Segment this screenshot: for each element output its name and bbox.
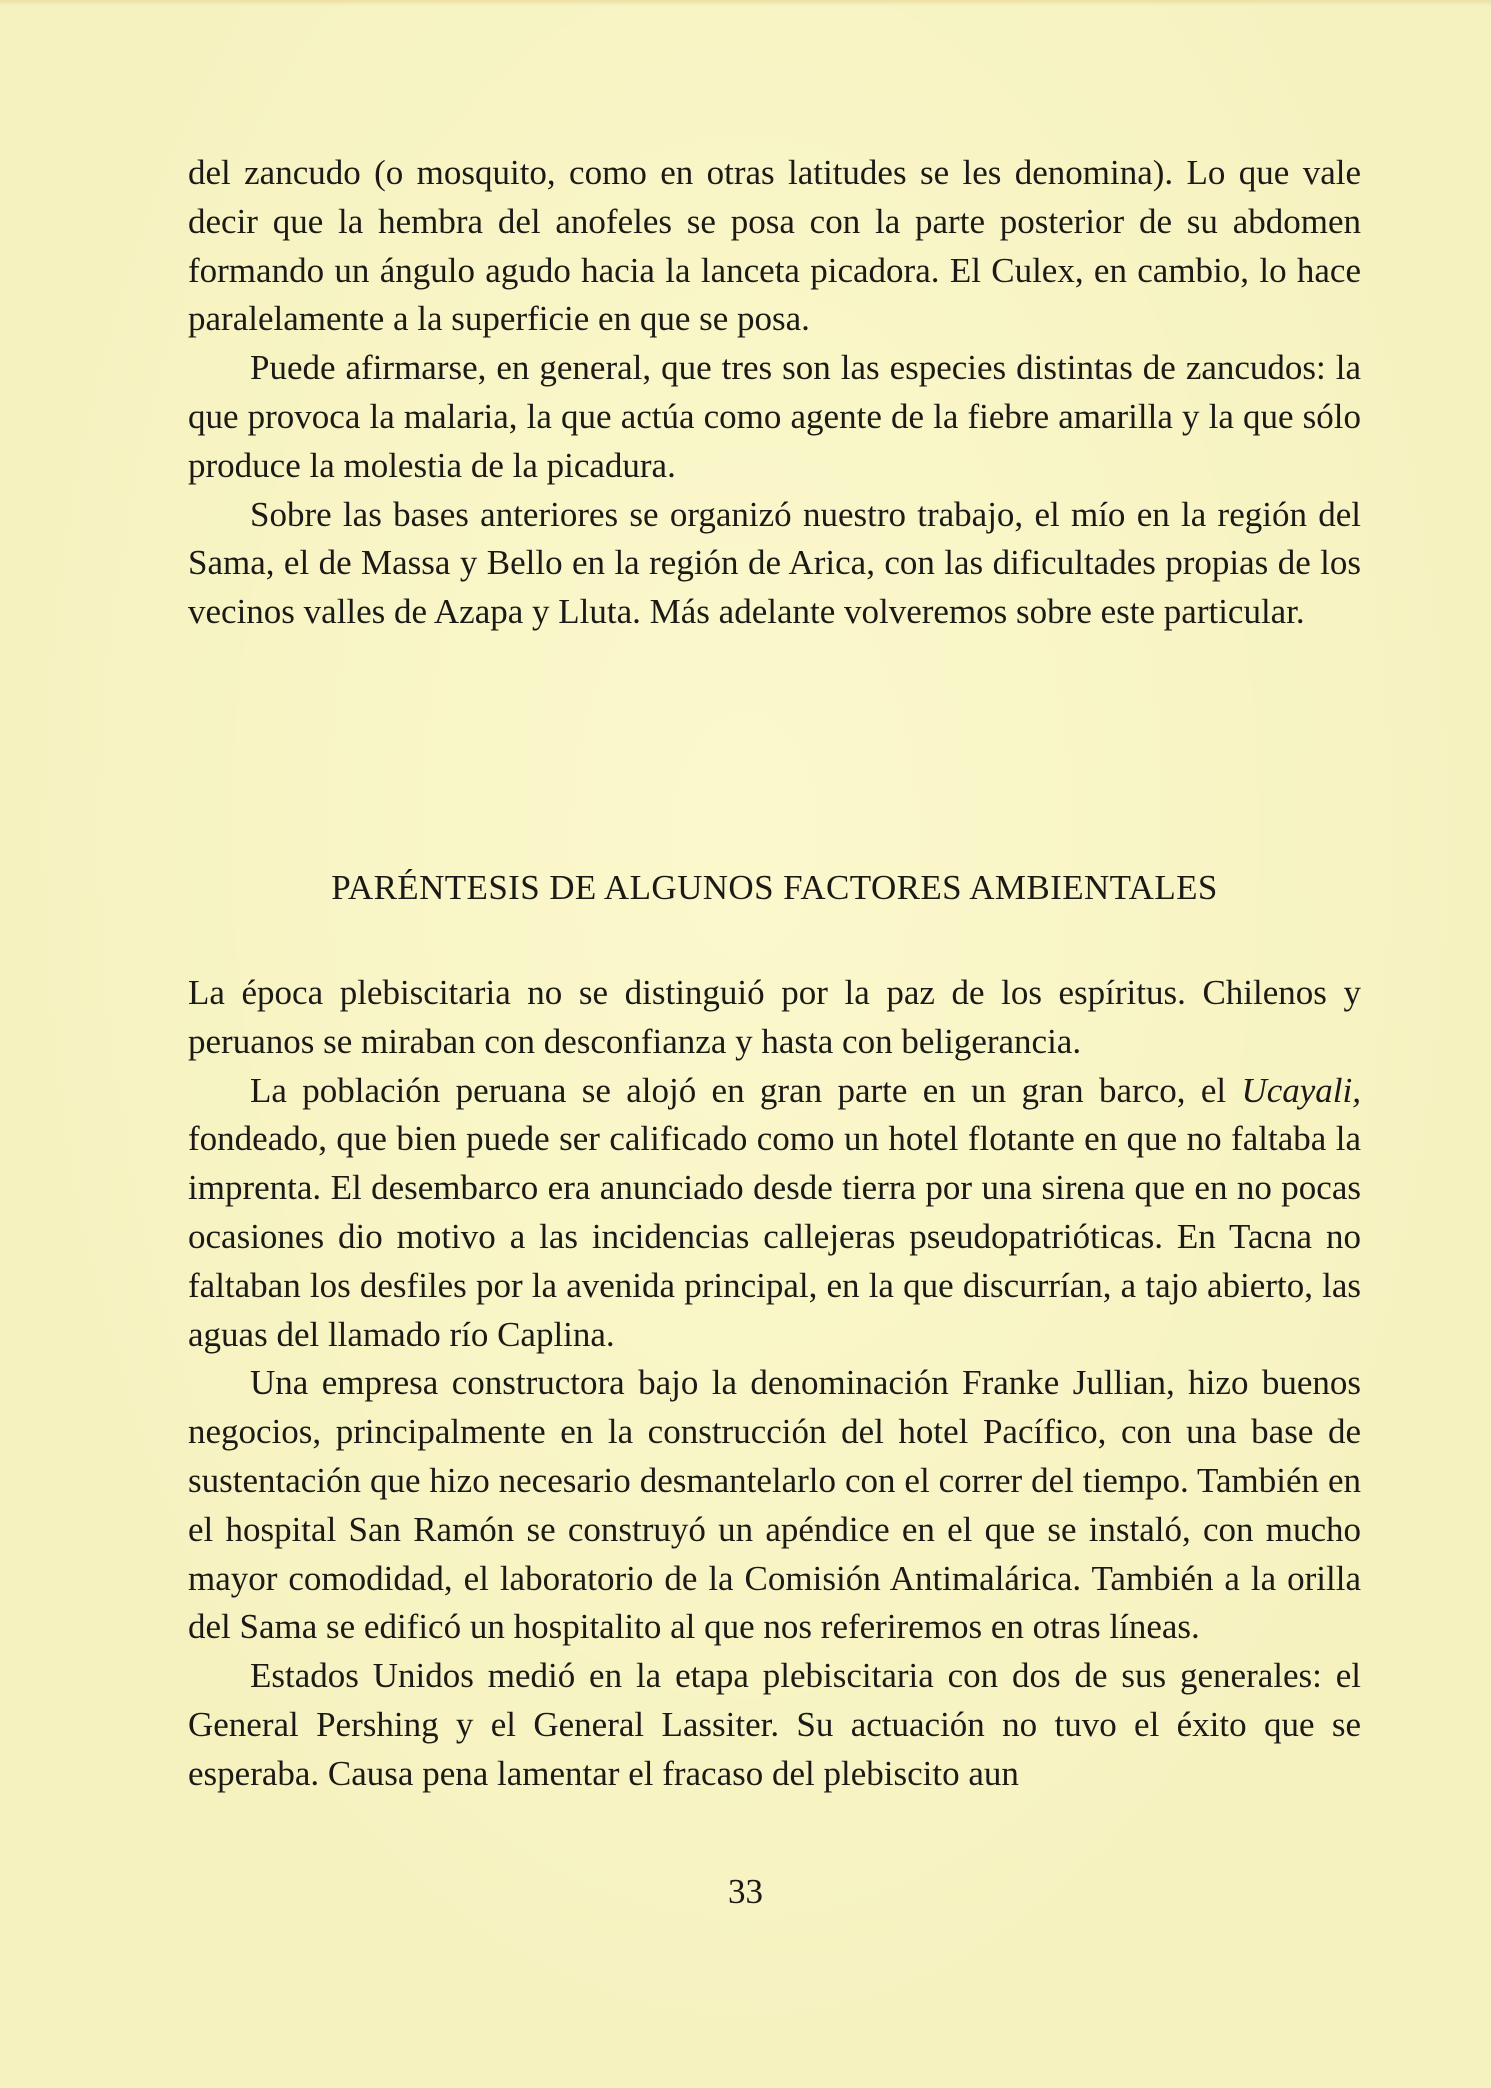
text-section-1 [188, 149, 1361, 637]
paragraph: del zancudo (o mosquito, como en otras latitudes se les denomina). Lo que vale decir que la hembra del anofeles se posa con la parte posterior de su abdomen formando un ángulo agudo hacia la lanceta picadora. El Culex, en cambio, lo hace paralelamente a la superficie en que se posa. [188, 153, 1361, 339]
paragraph-text: La población peruana se alojó en gran parte en un gran barco, el [250, 1070, 1242, 1110]
paragraph-text: fondeado, que bien puede ser calificado como un hotel flotante en que no faltaba la imprenta. El desembarco era anunciado desde tierra por una sirena que en no pocas ocasiones dio motivo a las incidencias callejeras pseudopatrióticas. En Tacna no faltaban los desfiles por la avenida principal, en la que discurrían, a tajo abierto, las aguas del llamado río Caplina. [188, 1119, 1361, 1354]
ship-name: Ucayali, [1241, 1070, 1361, 1110]
paragraph [188, 1067, 1361, 1360]
page-edge [0, 0, 1491, 6]
paragraph: Estados Unidos medió en la etapa plebiscitaria con dos de sus generales: el General Pershing y el General Lassiter. Su actuación no tuvo el éxito que se esperaba. Causa pena lamentar el fracaso del plebiscito aun [188, 1656, 1361, 1793]
section-heading: PARÉNTESIS DE ALGUNOS FACTORES AMBIENTALES [331, 868, 1218, 907]
paragraph: Puede afirmarse, en general, que tres son las especies distintas de zancudos: la que provoca la malaria, la que actúa como agente de la fiebre amarilla y la que sólo produce la molestia de la picadura. [188, 348, 1361, 485]
text-section-2 [188, 969, 1361, 1799]
page-number: 33 [728, 1872, 763, 1911]
paragraph: Sobre las bases anteriores se organizó nuestro trabajo, el mío en la región del Sama, el de Massa y Bello en la región de Arica, con las dificultades propias de los vecinos valles de Azapa y Lluta. Más adelante volveremos sobre este particular. [188, 494, 1361, 632]
paragraph: Una empresa constructora bajo la denominación Franke Jullian, hizo buenos negocios, principalmente en la construcción del hotel Pacífico, con una base de sustentación que hizo necesario desmantelarlo con el correr del tiempo. También en el hospital San Ramón se construyó un apéndice en el que se instaló, con mucho mayor comodidad, el laboratorio de la Comisión Antimalárica. También a la orilla del Sama se edificó un hospitalito al que nos referiremos en otras líneas. [188, 1363, 1361, 1647]
paragraph: La época plebiscitaria no se distinguió por la paz de los espíritus. Chilenos y peruanos se miraban con desconfianza y hasta con beligerancia. [188, 973, 1361, 1061]
